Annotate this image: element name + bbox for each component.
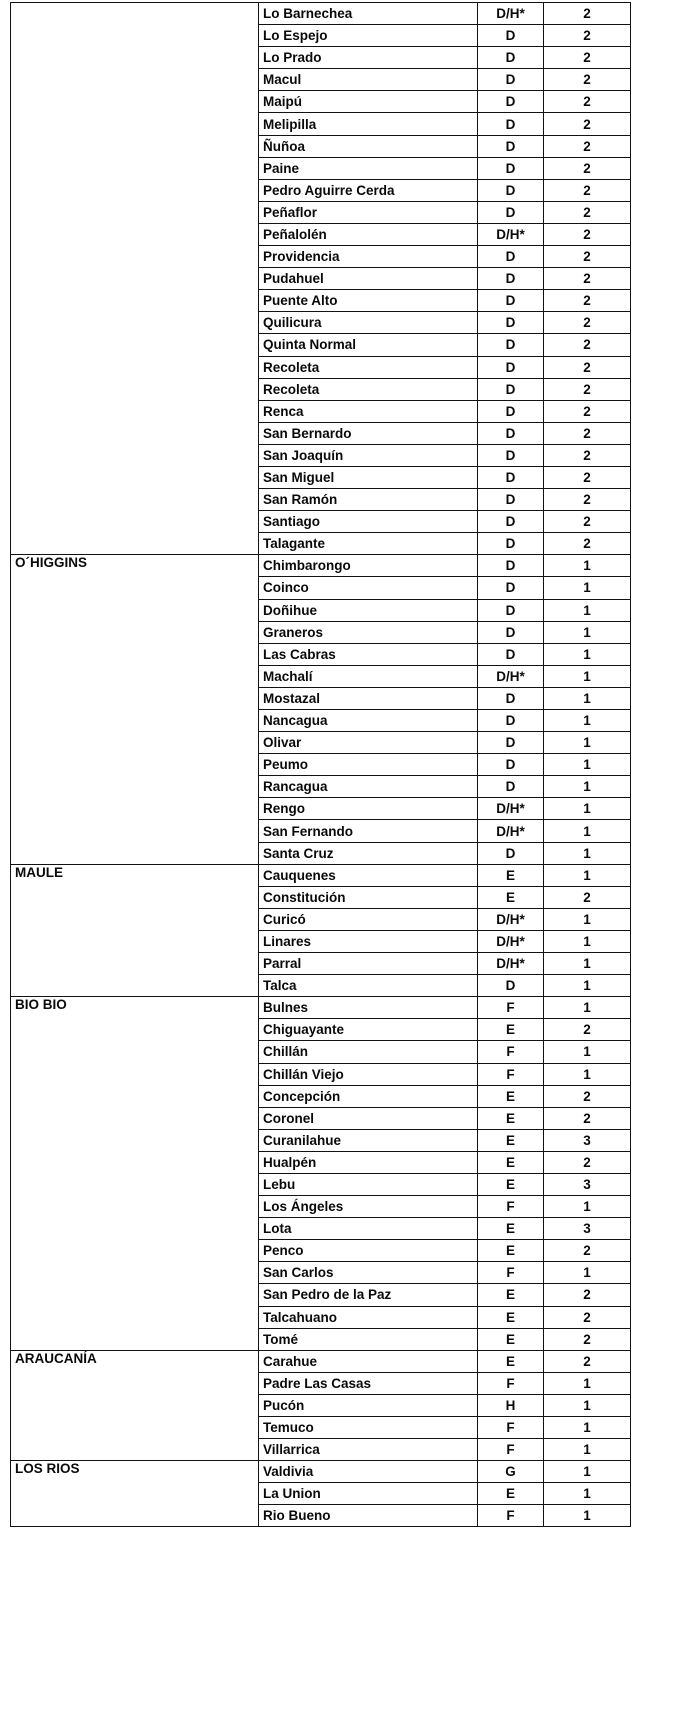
value-cell: 1 — [544, 710, 631, 732]
value-cell: 1 — [544, 1417, 631, 1439]
value-cell: 2 — [544, 378, 631, 400]
code-cell: D — [478, 378, 544, 400]
code-cell: D — [478, 710, 544, 732]
code-cell: E — [478, 1284, 544, 1306]
commune-cell: Curicó — [259, 908, 478, 930]
value-cell: 2 — [544, 1350, 631, 1372]
table-row — [11, 555, 631, 577]
code-cell: E — [478, 1240, 544, 1262]
value-cell: 2 — [544, 113, 631, 135]
code-cell: D — [478, 511, 544, 533]
commune-cell: Talcahuano — [259, 1306, 478, 1328]
code-cell: E — [478, 1483, 544, 1505]
code-cell: D — [478, 621, 544, 643]
commune-cell: Nancagua — [259, 710, 478, 732]
value-cell: 1 — [544, 732, 631, 754]
commune-cell: Temuco — [259, 1417, 478, 1439]
code-cell: D — [478, 135, 544, 157]
code-cell: D — [478, 776, 544, 798]
commune-cell: Ñuñoa — [259, 135, 478, 157]
code-cell: D — [478, 157, 544, 179]
commune-cell: Talagante — [259, 533, 478, 555]
code-cell: E — [478, 1019, 544, 1041]
commune-cell: Pedro Aguirre Cerda — [259, 179, 478, 201]
commune-cell: Villarrica — [259, 1439, 478, 1461]
commune-cell: Macul — [259, 69, 478, 91]
code-cell: E — [478, 1173, 544, 1195]
value-cell: 3 — [544, 1218, 631, 1240]
code-cell: D — [478, 599, 544, 621]
value-cell: 2 — [544, 1328, 631, 1350]
commune-cell: Machalí — [259, 665, 478, 687]
commune-cell: Tomé — [259, 1328, 478, 1350]
commune-cell: Parral — [259, 953, 478, 975]
code-cell: D — [478, 555, 544, 577]
value-cell: 2 — [544, 1240, 631, 1262]
code-cell: E — [478, 1107, 544, 1129]
commune-cell: Bulnes — [259, 997, 478, 1019]
value-cell: 2 — [544, 246, 631, 268]
region-cell: O´HIGGINS — [11, 555, 259, 864]
code-cell: F — [478, 1417, 544, 1439]
code-cell: E — [478, 1151, 544, 1173]
value-cell: 1 — [544, 1041, 631, 1063]
commune-cell: Chiguayante — [259, 1019, 478, 1041]
value-cell: 2 — [544, 25, 631, 47]
code-cell: E — [478, 886, 544, 908]
value-cell: 1 — [544, 665, 631, 687]
code-cell: E — [478, 1218, 544, 1240]
commune-cell: Maipú — [259, 91, 478, 113]
code-cell: F — [478, 1041, 544, 1063]
commune-cell: Concepción — [259, 1085, 478, 1107]
commune-cell: Pucón — [259, 1394, 478, 1416]
commune-cell: San Pedro de la Paz — [259, 1284, 478, 1306]
commune-cell: Olivar — [259, 732, 478, 754]
commune-cell: Chimbarongo — [259, 555, 478, 577]
code-cell: D/H* — [478, 820, 544, 842]
value-cell: 2 — [544, 290, 631, 312]
value-cell: 1 — [544, 930, 631, 952]
code-cell: D — [478, 91, 544, 113]
value-cell: 1 — [544, 1483, 631, 1505]
value-cell: 2 — [544, 356, 631, 378]
code-cell: F — [478, 1262, 544, 1284]
code-cell: E — [478, 864, 544, 886]
table-row — [11, 3, 631, 25]
value-cell: 1 — [544, 820, 631, 842]
code-cell: D — [478, 312, 544, 334]
value-cell: 2 — [544, 1019, 631, 1041]
value-cell: 1 — [544, 1394, 631, 1416]
value-cell: 2 — [544, 334, 631, 356]
code-cell: E — [478, 1306, 544, 1328]
commune-cell: Providencia — [259, 246, 478, 268]
commune-cell: Recoleta — [259, 378, 478, 400]
commune-cell: Lota — [259, 1218, 478, 1240]
value-cell: 2 — [544, 135, 631, 157]
value-cell: 1 — [544, 1505, 631, 1527]
code-cell: F — [478, 1196, 544, 1218]
commune-cell: Rengo — [259, 798, 478, 820]
code-cell: E — [478, 1085, 544, 1107]
code-cell: D/H* — [478, 665, 544, 687]
commune-cell: Talca — [259, 975, 478, 997]
value-cell: 1 — [544, 1196, 631, 1218]
commune-cell: Lo Barnechea — [259, 3, 478, 25]
value-cell: 2 — [544, 157, 631, 179]
table-row — [11, 864, 631, 886]
commune-cell: Chillán — [259, 1041, 478, 1063]
commune-cell: Peñalolén — [259, 223, 478, 245]
commune-cell: Santiago — [259, 511, 478, 533]
value-cell: 2 — [544, 422, 631, 444]
value-cell: 2 — [544, 533, 631, 555]
code-cell: D — [478, 444, 544, 466]
value-cell: 2 — [544, 268, 631, 290]
code-cell: D/H* — [478, 953, 544, 975]
code-cell: D — [478, 687, 544, 709]
commune-cell: Paine — [259, 157, 478, 179]
commune-cell: Pudahuel — [259, 268, 478, 290]
value-cell: 2 — [544, 1284, 631, 1306]
table-row — [11, 1350, 631, 1372]
region-cell: MAULE — [11, 864, 259, 997]
value-cell: 2 — [544, 886, 631, 908]
region-cell: LOS RIOS — [11, 1461, 259, 1527]
code-cell: D — [478, 246, 544, 268]
code-cell: D — [478, 400, 544, 422]
commune-cell: Constitución — [259, 886, 478, 908]
commune-cell: Lo Prado — [259, 47, 478, 69]
code-cell: F — [478, 1439, 544, 1461]
code-cell: D — [478, 47, 544, 69]
code-cell: F — [478, 997, 544, 1019]
commune-cell: Carahue — [259, 1350, 478, 1372]
commune-cell: Puente Alto — [259, 290, 478, 312]
code-cell: D — [478, 489, 544, 511]
value-cell: 1 — [544, 1063, 631, 1085]
code-cell: G — [478, 1461, 544, 1483]
value-cell: 1 — [544, 577, 631, 599]
code-cell: E — [478, 1350, 544, 1372]
code-cell: F — [478, 1372, 544, 1394]
code-cell: D — [478, 754, 544, 776]
value-cell: 3 — [544, 1173, 631, 1195]
commune-cell: Quinta Normal — [259, 334, 478, 356]
commune-cell: Peñaflor — [259, 201, 478, 223]
commune-cell: San Fernando — [259, 820, 478, 842]
value-cell: 1 — [544, 1262, 631, 1284]
region-cell — [11, 3, 259, 555]
commune-cell: San Ramón — [259, 489, 478, 511]
value-cell: 1 — [544, 864, 631, 886]
value-cell: 3 — [544, 1129, 631, 1151]
code-cell: D/H* — [478, 908, 544, 930]
value-cell: 1 — [544, 1461, 631, 1483]
value-cell: 1 — [544, 555, 631, 577]
commune-cell: Quilicura — [259, 312, 478, 334]
value-cell: 2 — [544, 179, 631, 201]
code-cell: D/H* — [478, 798, 544, 820]
value-cell: 2 — [544, 3, 631, 25]
commune-cell: Lo Espejo — [259, 25, 478, 47]
commune-cell: Coronel — [259, 1107, 478, 1129]
value-cell: 2 — [544, 223, 631, 245]
code-cell: D — [478, 69, 544, 91]
code-cell: D — [478, 466, 544, 488]
value-cell: 1 — [544, 953, 631, 975]
value-cell: 1 — [544, 776, 631, 798]
value-cell: 2 — [544, 1306, 631, 1328]
region-cell: ARAUCANÍA — [11, 1350, 259, 1460]
value-cell: 2 — [544, 69, 631, 91]
commune-cell: Las Cabras — [259, 643, 478, 665]
commune-cell: San Carlos — [259, 1262, 478, 1284]
value-cell: 2 — [544, 312, 631, 334]
commune-cell: Doñihue — [259, 599, 478, 621]
code-cell: F — [478, 1505, 544, 1527]
code-cell: D — [478, 268, 544, 290]
commune-cell: Melipilla — [259, 113, 478, 135]
commune-cell: San Bernardo — [259, 422, 478, 444]
code-cell: D/H* — [478, 3, 544, 25]
value-cell: 1 — [544, 621, 631, 643]
commune-cell: Rancagua — [259, 776, 478, 798]
commune-cell: Los Ángeles — [259, 1196, 478, 1218]
region-cell: BIO BIO — [11, 997, 259, 1351]
value-cell: 1 — [544, 599, 631, 621]
value-cell: 2 — [544, 47, 631, 69]
code-cell: D — [478, 334, 544, 356]
value-cell: 1 — [544, 687, 631, 709]
commune-cell: Penco — [259, 1240, 478, 1262]
commune-cell: San Miguel — [259, 466, 478, 488]
code-cell: D — [478, 577, 544, 599]
commune-cell: Hualpén — [259, 1151, 478, 1173]
table-body — [11, 3, 631, 1527]
value-cell: 2 — [544, 444, 631, 466]
commune-cell: Linares — [259, 930, 478, 952]
code-cell: D — [478, 422, 544, 444]
code-cell: D — [478, 842, 544, 864]
commune-cell: Recoleta — [259, 356, 478, 378]
commune-cell: Coinco — [259, 577, 478, 599]
value-cell: 1 — [544, 908, 631, 930]
code-cell: D/H* — [478, 930, 544, 952]
communes-table — [10, 2, 631, 1527]
commune-cell: Padre Las Casas — [259, 1372, 478, 1394]
value-cell: 2 — [544, 91, 631, 113]
value-cell: 2 — [544, 400, 631, 422]
commune-cell: Curanilahue — [259, 1129, 478, 1151]
code-cell: E — [478, 1129, 544, 1151]
commune-cell: Santa Cruz — [259, 842, 478, 864]
commune-cell: La Union — [259, 1483, 478, 1505]
value-cell: 1 — [544, 975, 631, 997]
code-cell: D — [478, 179, 544, 201]
code-cell: D — [478, 643, 544, 665]
value-cell: 2 — [544, 1085, 631, 1107]
commune-cell: Mostazal — [259, 687, 478, 709]
value-cell: 2 — [544, 1151, 631, 1173]
value-cell: 2 — [544, 466, 631, 488]
value-cell: 1 — [544, 842, 631, 864]
code-cell: D/H* — [478, 223, 544, 245]
value-cell: 2 — [544, 489, 631, 511]
value-cell: 1 — [544, 1439, 631, 1461]
value-cell: 2 — [544, 1107, 631, 1129]
code-cell: H — [478, 1394, 544, 1416]
table-row — [11, 997, 631, 1019]
commune-cell: Valdivia — [259, 1461, 478, 1483]
value-cell: 1 — [544, 798, 631, 820]
code-cell: D — [478, 290, 544, 312]
code-cell: D — [478, 533, 544, 555]
value-cell: 1 — [544, 754, 631, 776]
code-cell: D — [478, 201, 544, 223]
commune-cell: Chillán Viejo — [259, 1063, 478, 1085]
value-cell: 2 — [544, 511, 631, 533]
value-cell: 1 — [544, 997, 631, 1019]
commune-cell: San Joaquín — [259, 444, 478, 466]
table-row — [11, 1461, 631, 1483]
commune-cell: Graneros — [259, 621, 478, 643]
value-cell: 1 — [544, 1372, 631, 1394]
code-cell: F — [478, 1063, 544, 1085]
code-cell: D — [478, 25, 544, 47]
commune-cell: Rio Bueno — [259, 1505, 478, 1527]
code-cell: D — [478, 113, 544, 135]
commune-cell: Cauquenes — [259, 864, 478, 886]
commune-cell: Renca — [259, 400, 478, 422]
code-cell: E — [478, 1328, 544, 1350]
commune-cell: Peumo — [259, 754, 478, 776]
value-cell: 2 — [544, 201, 631, 223]
value-cell: 1 — [544, 643, 631, 665]
commune-cell: Lebu — [259, 1173, 478, 1195]
code-cell: D — [478, 356, 544, 378]
code-cell: D — [478, 975, 544, 997]
code-cell: D — [478, 732, 544, 754]
